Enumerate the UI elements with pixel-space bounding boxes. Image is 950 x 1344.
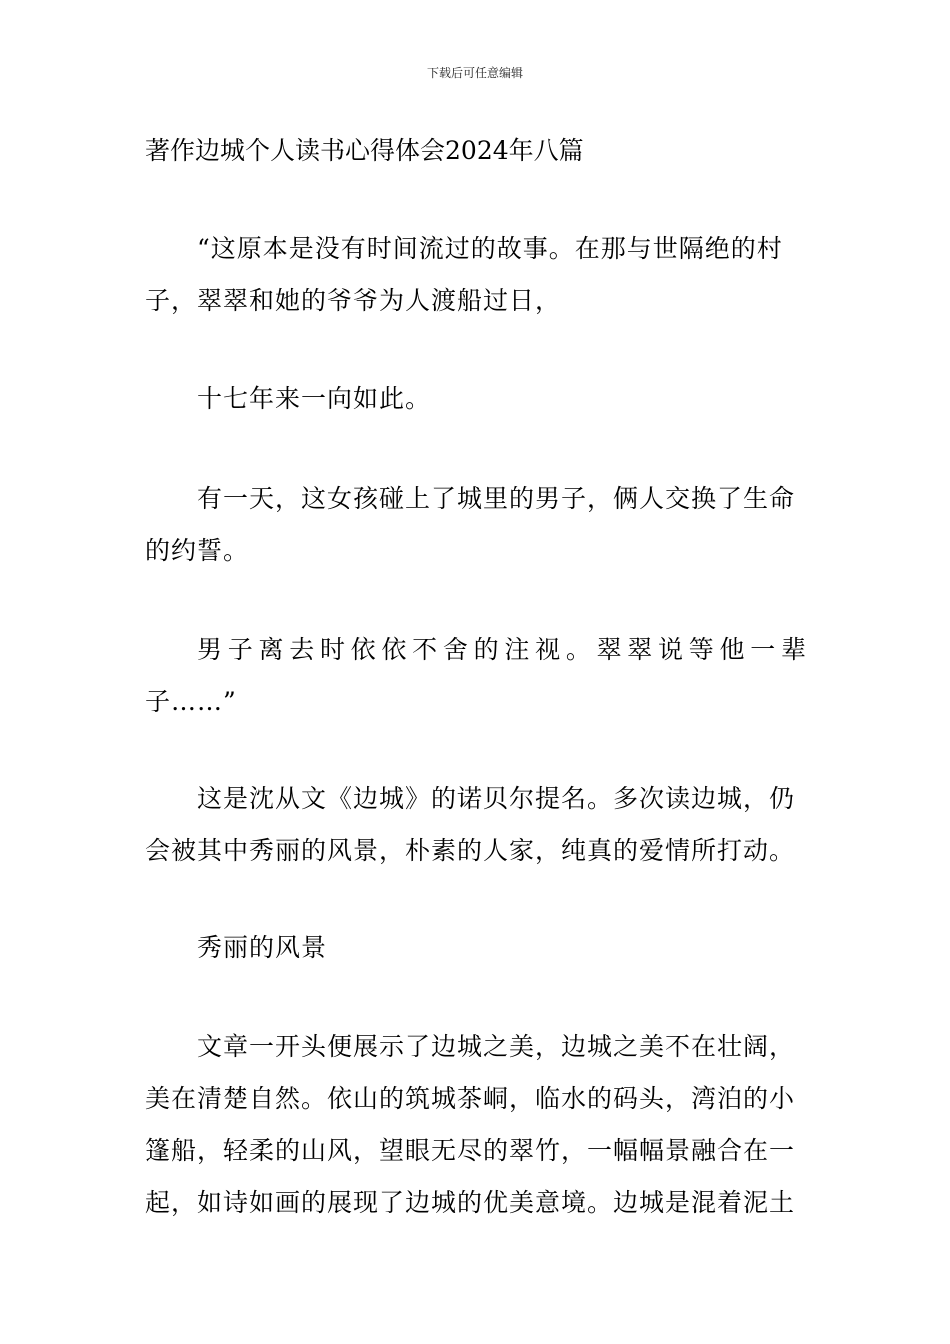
paragraph-1: “这原本是没有时间流过的故事。在那与世隔绝的村子，翠翠和她的爷爷为人渡船过日， <box>145 234 783 315</box>
page-header-note: 下载后可任意编辑 <box>426 66 523 80</box>
document-title: 著作边城个人读书心得体会2024年八篇 <box>145 136 584 165</box>
section-heading: 秀丽的风景 <box>197 933 328 962</box>
paragraph-5: 这是沈从文《边城》的诺贝尔提名。多次读边城，仍会被其中秀丽的风景，朴素的人家，纯真的爱情所打动。 <box>145 784 796 865</box>
paragraph-7: 文章一开头便展示了边城之美，边城之美不在壮阔，美在清楚自然。依山的筑城茶峒，临水的码头，湾泊的小篷船，轻柔的山风，望眼无尽的翠竹，一幅幅景融合在一起，如诗如画的展现了边城的优美意境。边城是混着泥土 <box>145 1032 796 1217</box>
paragraph-2: 十七年来一向如此。 <box>197 384 432 413</box>
paragraph-4: 男子离去时依依不舍的注视。翠翠说等他一辈子……” <box>145 635 807 716</box>
paragraph-3: 有一天，这女孩碰上了城里的男子，俩人交换了生命的约誓。 <box>145 484 796 565</box>
